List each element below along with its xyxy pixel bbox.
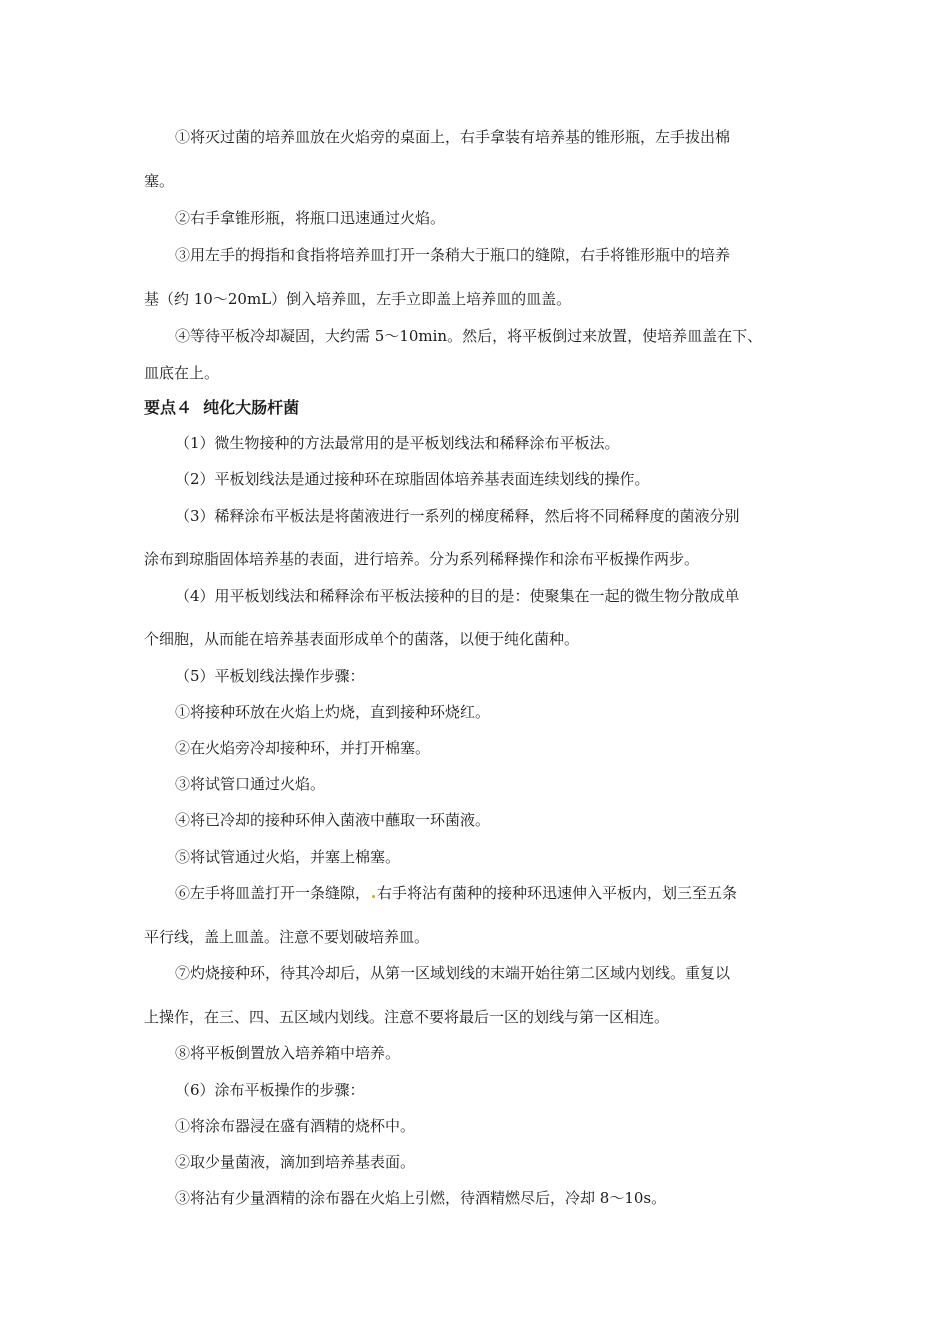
text-line: （5）平板划线法操作步骤： [175, 667, 365, 685]
text-line: （4）用平板划线法和稀释涂布平板法接种的目的是：使聚集在一起的微生物分散成单 [175, 587, 740, 605]
text-line: （2）平板划线法是通过接种环在琼脂固体培养基表面连续划线的操作。 [175, 470, 650, 488]
text-line: ①将接种环放在火焰上灼烧，直到接种环烧红。 [175, 703, 491, 721]
section-heading: 要点４ 纯化大肠杆菌 [144, 398, 300, 417]
text-line: ②右手拿锥形瓶，将瓶口迅速通过火焰。 [175, 209, 446, 227]
text-line: （6）涂布平板操作的步骤： [175, 1081, 365, 1099]
text-line: ②取少量菌液，滴加到培养基表面。 [175, 1153, 416, 1171]
text-line: 个细胞，从而能在培养基表面形成单个的菌落，以便于纯化菌种。 [144, 630, 580, 648]
text-line: ④将已冷却的接种环伸入菌液中蘸取一环菌液。 [175, 811, 491, 829]
text-line: （3）稀释涂布平板法是将菌液进行一系列的梯度稀释，然后将不同稀释度的菌液分别 [175, 507, 740, 525]
text-line: ①将涂布器浸在盛有酒精的烧杯中。 [175, 1117, 416, 1135]
text-line: ⑤将试管通过火焰，并塞上棉塞。 [175, 848, 401, 866]
text-line: ③将沾有少量酒精的涂布器在火焰上引燃，待酒精燃尽后，冷却 8～10s。 [175, 1189, 667, 1207]
text-line [144, 882, 737, 903]
text-line: ①将灭过菌的培养皿放在火焰旁的桌面上，右手拿装有培养基的锥形瓶，左手拔出棉 [175, 128, 731, 146]
text-span: 右手将沾有菌种的接种环迅速伸入平板内，划三至五条 [377, 884, 738, 902]
text-line: ②在火焰旁冷却接种环，并打开棉塞。 [175, 739, 431, 757]
text-line: 涂布到琼脂固体培养基的表面，进行培养。分为系列稀释操作和涂布平板操作两步。 [144, 550, 700, 568]
text-line: 基（约 10～20mL）倒入培养皿，左手立即盖上培养皿的皿盖。 [144, 290, 572, 308]
text-line: 平行线，盖上皿盖。注意不要划破培养皿。 [144, 928, 430, 946]
text-line: 上操作，在三、四、五区域内划线。注意不要将最后一区的划线与第一区相连。 [144, 1008, 670, 1026]
text-line: ⑦灼烧接种环，待其冷却后，从第一区域划线的末端开始往第二区域内划线。重复以 [175, 964, 731, 982]
text-line: ⑧将平板倒置放入培养箱中培养。 [175, 1044, 401, 1062]
text-line: （1）微生物接种的方法最常用的是平板划线法和稀释涂布平板法。 [175, 434, 620, 452]
text-line: ③将试管口通过火焰。 [175, 775, 326, 793]
text-line: ④等待平板冷却凝固，大约需 5～10min。然后，将平板倒过来放置，使培养皿盖在下、 [175, 327, 763, 345]
text-line: 皿底在上。 [144, 364, 220, 382]
text-line: ③用左手的拇指和食指将培养皿打开一条稍大于瓶口的缝隙，右手将锥形瓶中的培养 [175, 246, 731, 264]
text-line: 塞。 [144, 172, 175, 190]
text-span: ⑥左手将皿盖打开一条缝隙， [175, 884, 371, 902]
stray-dot [372, 895, 375, 898]
